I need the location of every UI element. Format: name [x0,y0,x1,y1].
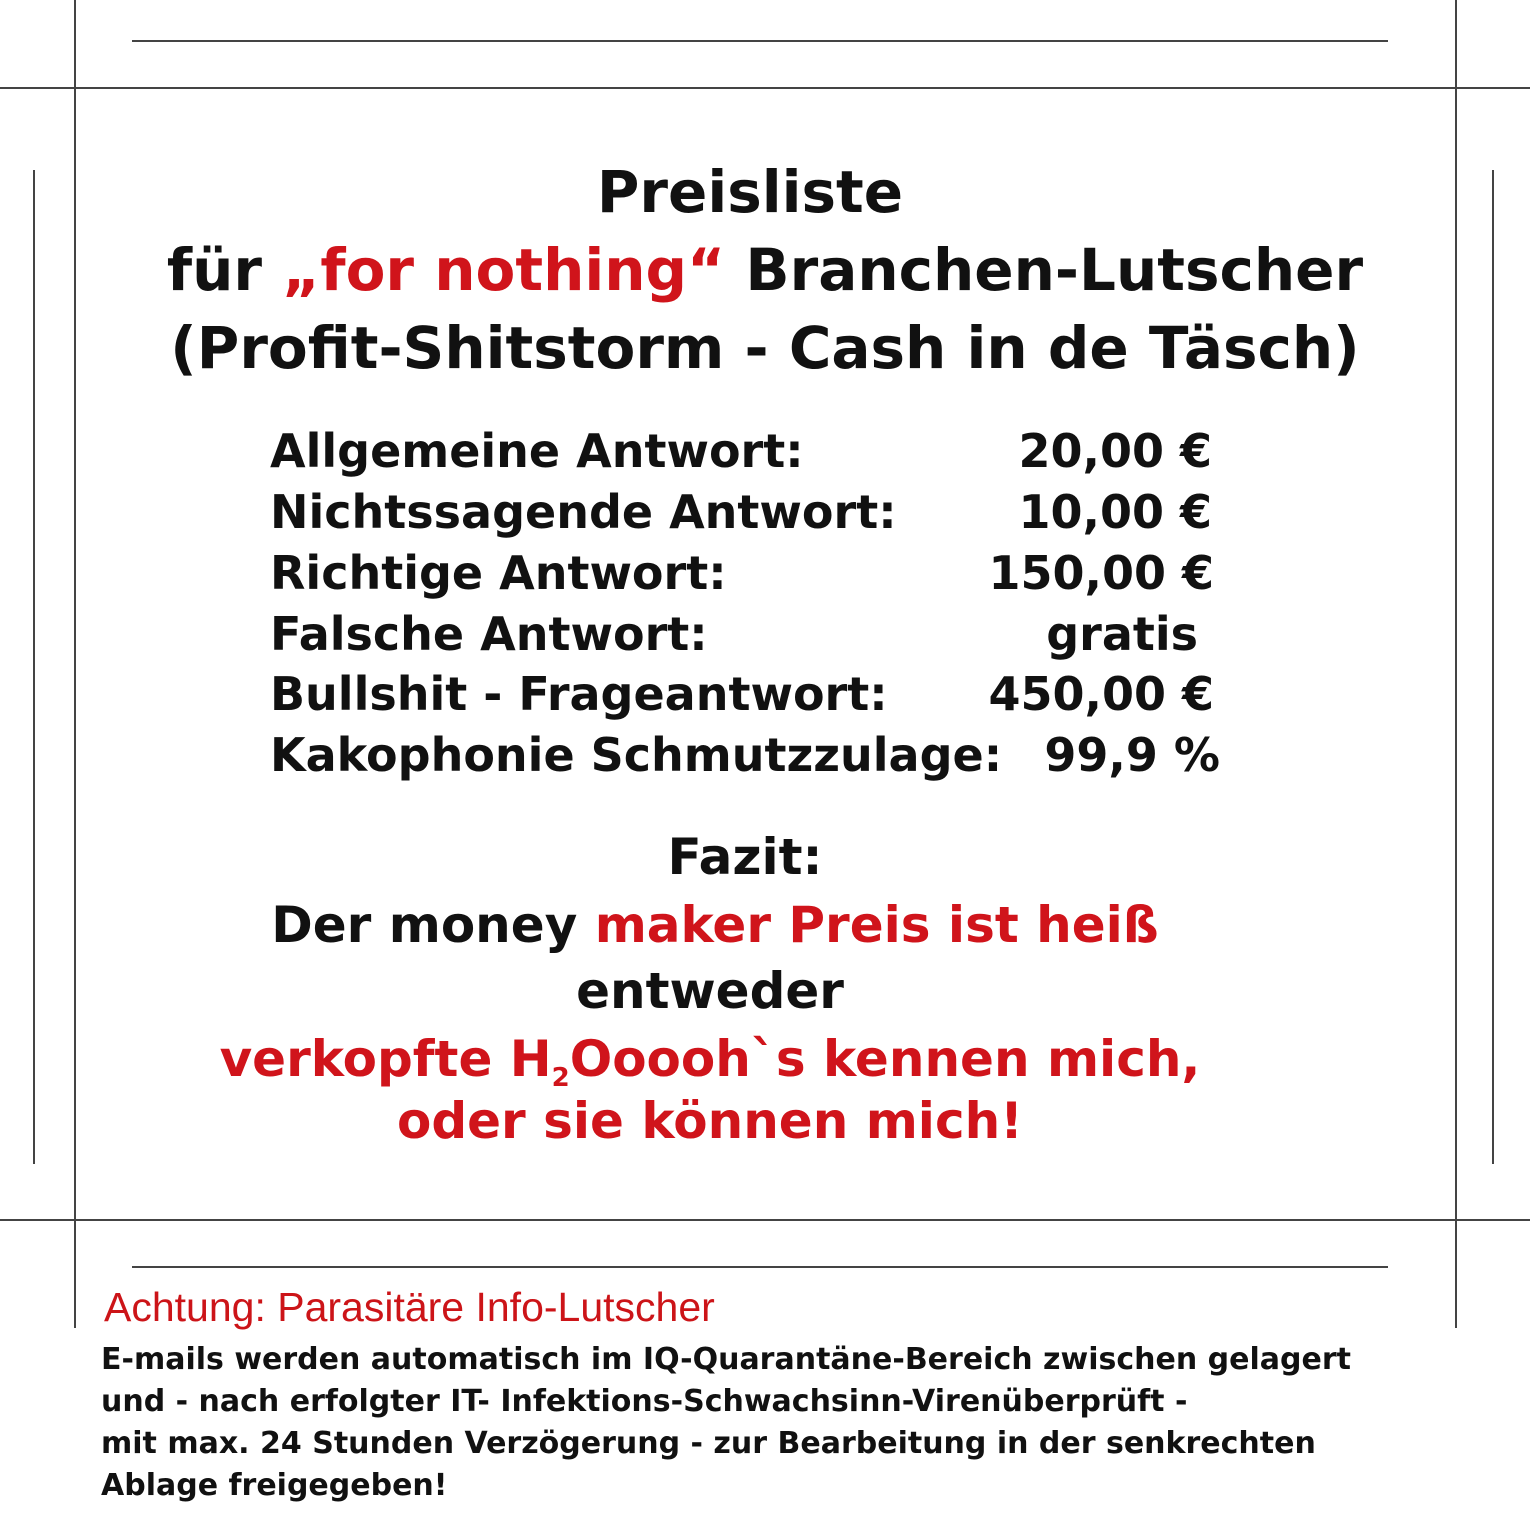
title-heading: Preisliste [596,158,904,226]
notice-line: mit max. 24 Stunden Verzögerung - zur Bearbeitung in der senkrechten [101,1426,1316,1461]
fazit-line2: entweder [576,962,844,1020]
title-subheading [0,236,1530,304]
price-label: Bullshit - Frageantwort: [270,667,888,721]
title-line2-prefix: für [166,236,283,304]
price-label: Falsche Antwort: [270,607,708,661]
price-value: 10,00 € [1018,485,1212,539]
price-label: Allgemeine Antwort: [270,424,804,478]
notice-line: und - nach erfolgter IT- Infektions-Schwachsinn-Virenüberprüft - [101,1384,1188,1419]
price-value: 99,9 % [1044,728,1220,782]
title-tagline: (Profit-Shitstorm - Cash in de Täsch) [170,314,1360,382]
frame-line-bottom-long [0,1219,1530,1221]
fazit-line3-subscript: 2 [551,1063,570,1093]
price-row [270,667,1220,727]
price-value: 20,00 € [1018,424,1212,478]
price-row [270,424,1220,484]
notice-line: E-mails werden automatisch im IQ-Quarantäne-Bereich zwischen gelagert [101,1342,1351,1377]
price-label: Kakophonie Schmutzzulage: [270,728,1003,782]
notice-line: Ablage freigegeben! [101,1468,448,1503]
fazit-line4: oder sie können mich! [397,1092,1023,1150]
price-value: 450,00 € [988,667,1214,721]
title-line2-suffix: Branchen-Lutscher [725,236,1364,304]
frame-line-bottom-short [132,1266,1388,1268]
price-value: gratis [1046,607,1198,661]
title-line2-highlight: „for nothing“ [282,236,726,304]
price-value: 150,00 € [988,546,1214,600]
price-row [270,728,1220,788]
frame-line-top-short [132,40,1388,42]
fazit-heading: Fazit: [667,828,823,886]
notice-heading: Achtung: Parasitäre Info-Lutscher [104,1284,715,1330]
price-row [270,607,1220,667]
fazit-line3-end: Ooooh`s kennen mich, [569,1030,1201,1088]
price-label: Nichtssagende Antwort: [270,485,897,539]
fazit-line1-black: Der money [271,896,595,954]
fazit-line1 [0,896,1530,954]
price-row [270,546,1220,606]
price-row [270,485,1220,545]
price-label: Richtige Antwort: [270,546,727,600]
fazit-line1-red: maker Preis ist heiß [594,896,1159,954]
frame-line-top-long [0,87,1530,89]
fazit-line3-start: verkopfte H [219,1030,552,1088]
fazit-line3 [0,1030,1475,1093]
